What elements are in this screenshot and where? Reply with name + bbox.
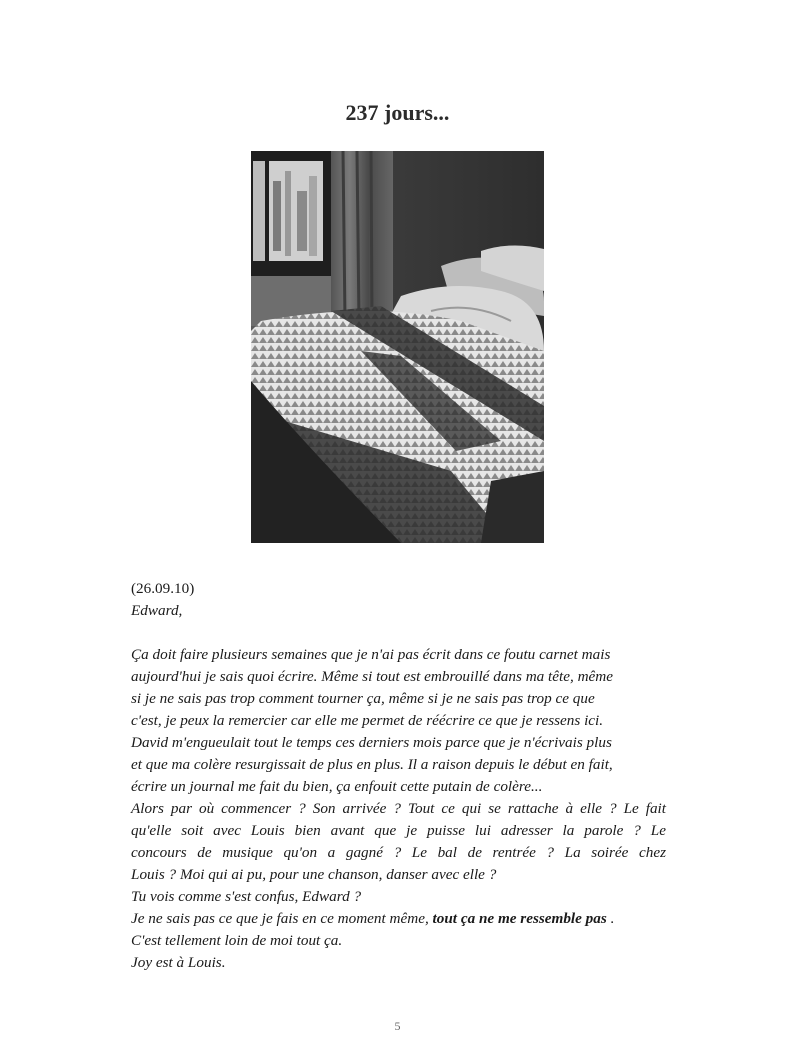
page-title: 237 jours... xyxy=(345,100,450,125)
text-line: Joy est à Louis. xyxy=(131,954,226,971)
text-line: Louis ? Moi qui ai pu, pour une chanson, danser avec elle ? xyxy=(131,866,497,883)
text-line: si je ne sais pas trop comment tourner ça, même si je ne sais pas trop ce que xyxy=(131,690,595,707)
text-line: écrire un journal me fait du bien, ça enfouit cette putain de colère... xyxy=(131,778,543,795)
text-line: et que ma colère resurgissait de plus en plus. Il a raison depuis le début en fait, xyxy=(131,756,613,773)
text-line: Ça doit faire plusieurs semaines que je n'ai pas écrit dans ce foutu carnet mais xyxy=(131,646,611,663)
text-line-start: Je ne sais pas ce que je fais en ce moment même, xyxy=(131,910,433,927)
text-line xyxy=(131,908,666,930)
page-number: 5 xyxy=(394,1019,401,1033)
journal-entry xyxy=(131,578,666,974)
entry-date: (26.09.10) xyxy=(131,580,195,597)
text-line: qu'elle soit avec Louis bien avant que je puisse lui adresser la parole ? Le xyxy=(131,822,666,839)
text-line: Tu vois comme s'est confus, Edward ? xyxy=(131,888,362,905)
bedroom-photo xyxy=(251,151,544,543)
entry-salutation: Edward, xyxy=(131,602,183,619)
text-line: C'est tellement loin de moi tout ça. xyxy=(131,932,343,949)
text-line-end: . xyxy=(606,910,615,927)
text-line: David m'engueulait tout le temps ces derniers mois parce que je n'écrivais plus xyxy=(131,734,612,751)
text-line: Alors par où commencer ? Son arrivée ? Tout ce qui se rattache à elle ? Le fait xyxy=(131,800,666,817)
emphasized-phrase: tout ça ne me ressemble pas xyxy=(432,910,607,927)
text-line: aujourd'hui je sais quoi écrire. Même si tout est embrouillé dans ma tête, même xyxy=(131,668,613,685)
paragraph-gap xyxy=(131,622,666,644)
text-line: c'est, je peux la remercier car elle me permet de réécrire ce que je ressens ici. xyxy=(131,712,604,729)
text-line: concours de musique qu'on a gagné ? Le bal de rentrée ? La soirée chez xyxy=(131,844,666,861)
